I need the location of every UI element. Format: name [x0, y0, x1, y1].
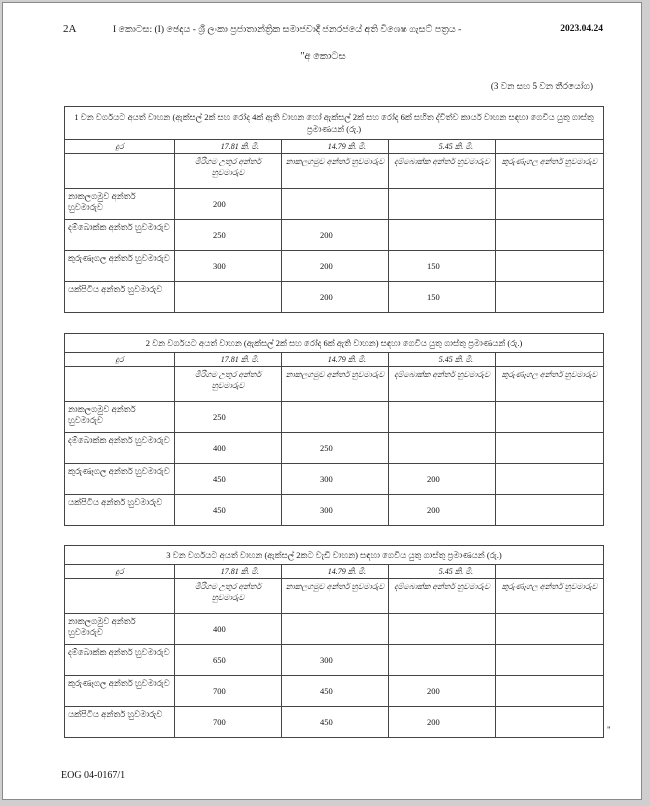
fare-cell: 250 — [282, 433, 389, 464]
fare-cell — [389, 645, 496, 676]
column-header: මීරිගම උතුර අන්තර් හුවමාරුව — [175, 579, 282, 614]
fare-cell: 200 — [282, 282, 389, 313]
fare-table-category-3 — [64, 545, 604, 738]
table-row — [65, 220, 604, 251]
table-row — [65, 464, 604, 495]
fare-cell — [496, 645, 604, 676]
fare-cell: 150 — [389, 282, 496, 313]
fare-cell — [389, 433, 496, 464]
fare-table-category-1 — [64, 106, 604, 313]
row-label: දම්බොක්ක අන්තර් හුවමාරුව — [65, 645, 175, 676]
table-title: 2 වන වර්ගයට අයත් වාහන (ඇක්සල් 2ක් සහ රෝද 6ක් ඇති වාහන) සඳහා ගෙවිය යුතු ගාස්තු ප්‍රමාණයන් (රු.) — [65, 334, 604, 353]
row-label: කුරුණෑගල අන්තර් හුවමාරුව — [65, 251, 175, 282]
fare-cell — [389, 614, 496, 645]
distance-value: 14.79 කි. මී. — [282, 565, 389, 579]
table-row — [65, 282, 604, 313]
fare-cell: 450 — [282, 676, 389, 707]
row-label: දම්බොක්ක අන්තර් හුවමාරුව — [65, 433, 175, 464]
table-row — [65, 645, 604, 676]
section-label: "අ කොටස — [300, 51, 346, 62]
column-header: නාකලගමුව අන්තර් හුවමාරුව — [282, 154, 389, 189]
distance-value: 17.81 කි. මී. — [175, 353, 282, 367]
fare-cell: 450 — [175, 464, 282, 495]
row-label: නාකලගමුව අන්තර් හුවමාරුව — [65, 614, 175, 645]
continuation-note: (3 වන සහ 5 වන තීරයෝග) — [490, 81, 593, 91]
table-title: 1 වන වර්ගයට අයත් වාහන (ඇක්සල් 2ක් සහ රෝද 4ක් ඇති වාහන හෝ ඇක්සල් 2ක් සහ රෝද 6ක් සහිත ද්විත්ව කාර්ය වාහන සඳහා ගෙවිය යුතු ගාස්තු ප්‍රමාණයන් (රු.) — [65, 107, 604, 140]
table-title: 3 වන වර්ගයට අයත් වාහන (ඇක්සල් 2කට වැඩි වාහන) සඳහා ගෙවිය යුතු ගාස්තු ප්‍රමාණයන් (රු.) — [65, 546, 604, 565]
fare-cell — [496, 433, 604, 464]
fare-cell — [389, 220, 496, 251]
empty-cell — [65, 579, 175, 614]
distance-value: 17.81 කි. මී. — [175, 140, 282, 154]
fare-cell: 700 — [175, 676, 282, 707]
fare-table-category-2 — [64, 333, 604, 526]
fare-cell: 300 — [175, 251, 282, 282]
page-header — [63, 23, 603, 39]
row-label: නාකලගමුව අන්තර් හුවමාරුව — [65, 402, 175, 433]
distance-value: 5.45 කි. මී. — [389, 353, 496, 367]
distance-value: 5.45 කි. මී. — [389, 565, 496, 579]
fare-cell: 450 — [282, 707, 389, 738]
fare-cell: 150 — [389, 251, 496, 282]
table-row — [65, 402, 604, 433]
fare-cell: 300 — [282, 495, 389, 526]
row-label: නාකලගමුව අන්තර් හුවමාරුව — [65, 189, 175, 220]
row-label: යක්පිටිය අන්තර් හුවමාරුව — [65, 282, 175, 313]
footer-code: EOG 04-0167/1 — [61, 770, 126, 781]
empty-cell — [65, 154, 175, 189]
gazette-page — [2, 2, 642, 800]
fare-cell — [282, 189, 389, 220]
distance-value: 5.45 කි. මී. — [389, 140, 496, 154]
fare-cell: 250 — [175, 220, 282, 251]
column-header: දම්බොක්ක අන්තර් හුවමාරුව — [389, 579, 496, 614]
fare-cell — [496, 189, 604, 220]
distance-value: 14.79 කි. මී. — [282, 140, 389, 154]
empty-cell — [496, 140, 604, 154]
fare-cell: 400 — [175, 614, 282, 645]
fare-cell — [496, 676, 604, 707]
column-header: කුරුණෑගල අන්තර් හුවමාරුව — [496, 579, 604, 614]
fare-cell: 200 — [175, 189, 282, 220]
fare-cell: 450 — [175, 495, 282, 526]
fare-cell — [496, 464, 604, 495]
table-row — [65, 189, 604, 220]
empty-cell — [496, 565, 604, 579]
fare-cell: 200 — [282, 251, 389, 282]
distance-header: දුර — [65, 565, 175, 579]
fare-cell — [282, 614, 389, 645]
fare-cell — [496, 402, 604, 433]
table-row — [65, 433, 604, 464]
fare-cell: 200 — [389, 464, 496, 495]
empty-cell — [496, 353, 604, 367]
fare-cell: 200 — [389, 495, 496, 526]
fare-cell — [496, 707, 604, 738]
table-row — [65, 676, 604, 707]
empty-cell — [65, 367, 175, 402]
fare-cell: 300 — [282, 464, 389, 495]
table-row — [65, 614, 604, 645]
fare-cell: 200 — [389, 707, 496, 738]
fare-cell — [282, 402, 389, 433]
fare-cell: 200 — [282, 220, 389, 251]
column-header: දම්බොක්ක අන්තර් හුවමාරුව — [389, 154, 496, 189]
fare-cell — [496, 251, 604, 282]
column-header: මීරිගම උතුර අන්තර් හුවමාරුව — [175, 367, 282, 402]
fare-cell: 250 — [175, 402, 282, 433]
table-row — [65, 707, 604, 738]
fare-cell — [496, 220, 604, 251]
gazette-date: 2023.04.24 — [560, 24, 603, 34]
column-header: කුරුණෑගල අන්තර් හුවමාරුව — [496, 367, 604, 402]
row-label: යක්පිටිය අන්තර් හුවමාරුව — [65, 707, 175, 738]
page-number: 2A — [63, 23, 77, 35]
row-label: කුරුණෑගල අන්තර් හුවමාරුව — [65, 676, 175, 707]
column-header: කුරුණෑගල අන්තර් හුවමාරුව — [496, 154, 604, 189]
fare-cell: 400 — [175, 433, 282, 464]
closing-quote-mark: " — [607, 725, 611, 735]
column-header: මීරිගම උතුර අන්තර් හුවමාරුව — [175, 154, 282, 189]
row-label: යක්පිටිය අන්තර් හුවමාරුව — [65, 495, 175, 526]
fare-cell — [496, 614, 604, 645]
fare-cell: 300 — [282, 645, 389, 676]
fare-cell — [496, 495, 604, 526]
column-header: නාකලගමුව අන්තර් හුවමාරුව — [282, 367, 389, 402]
fare-cell — [389, 402, 496, 433]
fare-cell: 700 — [175, 707, 282, 738]
distance-value: 14.79 කි. මී. — [282, 353, 389, 367]
fare-cell — [389, 189, 496, 220]
row-label: දම්බොක්ක අන්තර් හුවමාරුව — [65, 220, 175, 251]
fare-cell — [175, 282, 282, 313]
distance-header: දුර — [65, 353, 175, 367]
row-label: කුරුණෑගල අන්තර් හුවමාරුව — [65, 464, 175, 495]
distance-header: දුර — [65, 140, 175, 154]
fare-cell: 650 — [175, 645, 282, 676]
fare-cell — [496, 282, 604, 313]
distance-value: 17.81 කි. මී. — [175, 565, 282, 579]
table-row — [65, 495, 604, 526]
table-row — [65, 251, 604, 282]
column-header: දම්බොක්ක අන්තර් හුවමාරුව — [389, 367, 496, 402]
gazette-title: I කොටස: (I) ඡෙදය - ශ්‍රී ලංකා ප්‍රජාතාන්ත්‍රික සමාජවාදී ජනරජයේ අති විශෙෂ ගැසට් පත්‍රය - — [113, 25, 462, 35]
fare-cell: 200 — [389, 676, 496, 707]
column-header: නාකලගමුව අන්තර් හුවමාරුව — [282, 579, 389, 614]
